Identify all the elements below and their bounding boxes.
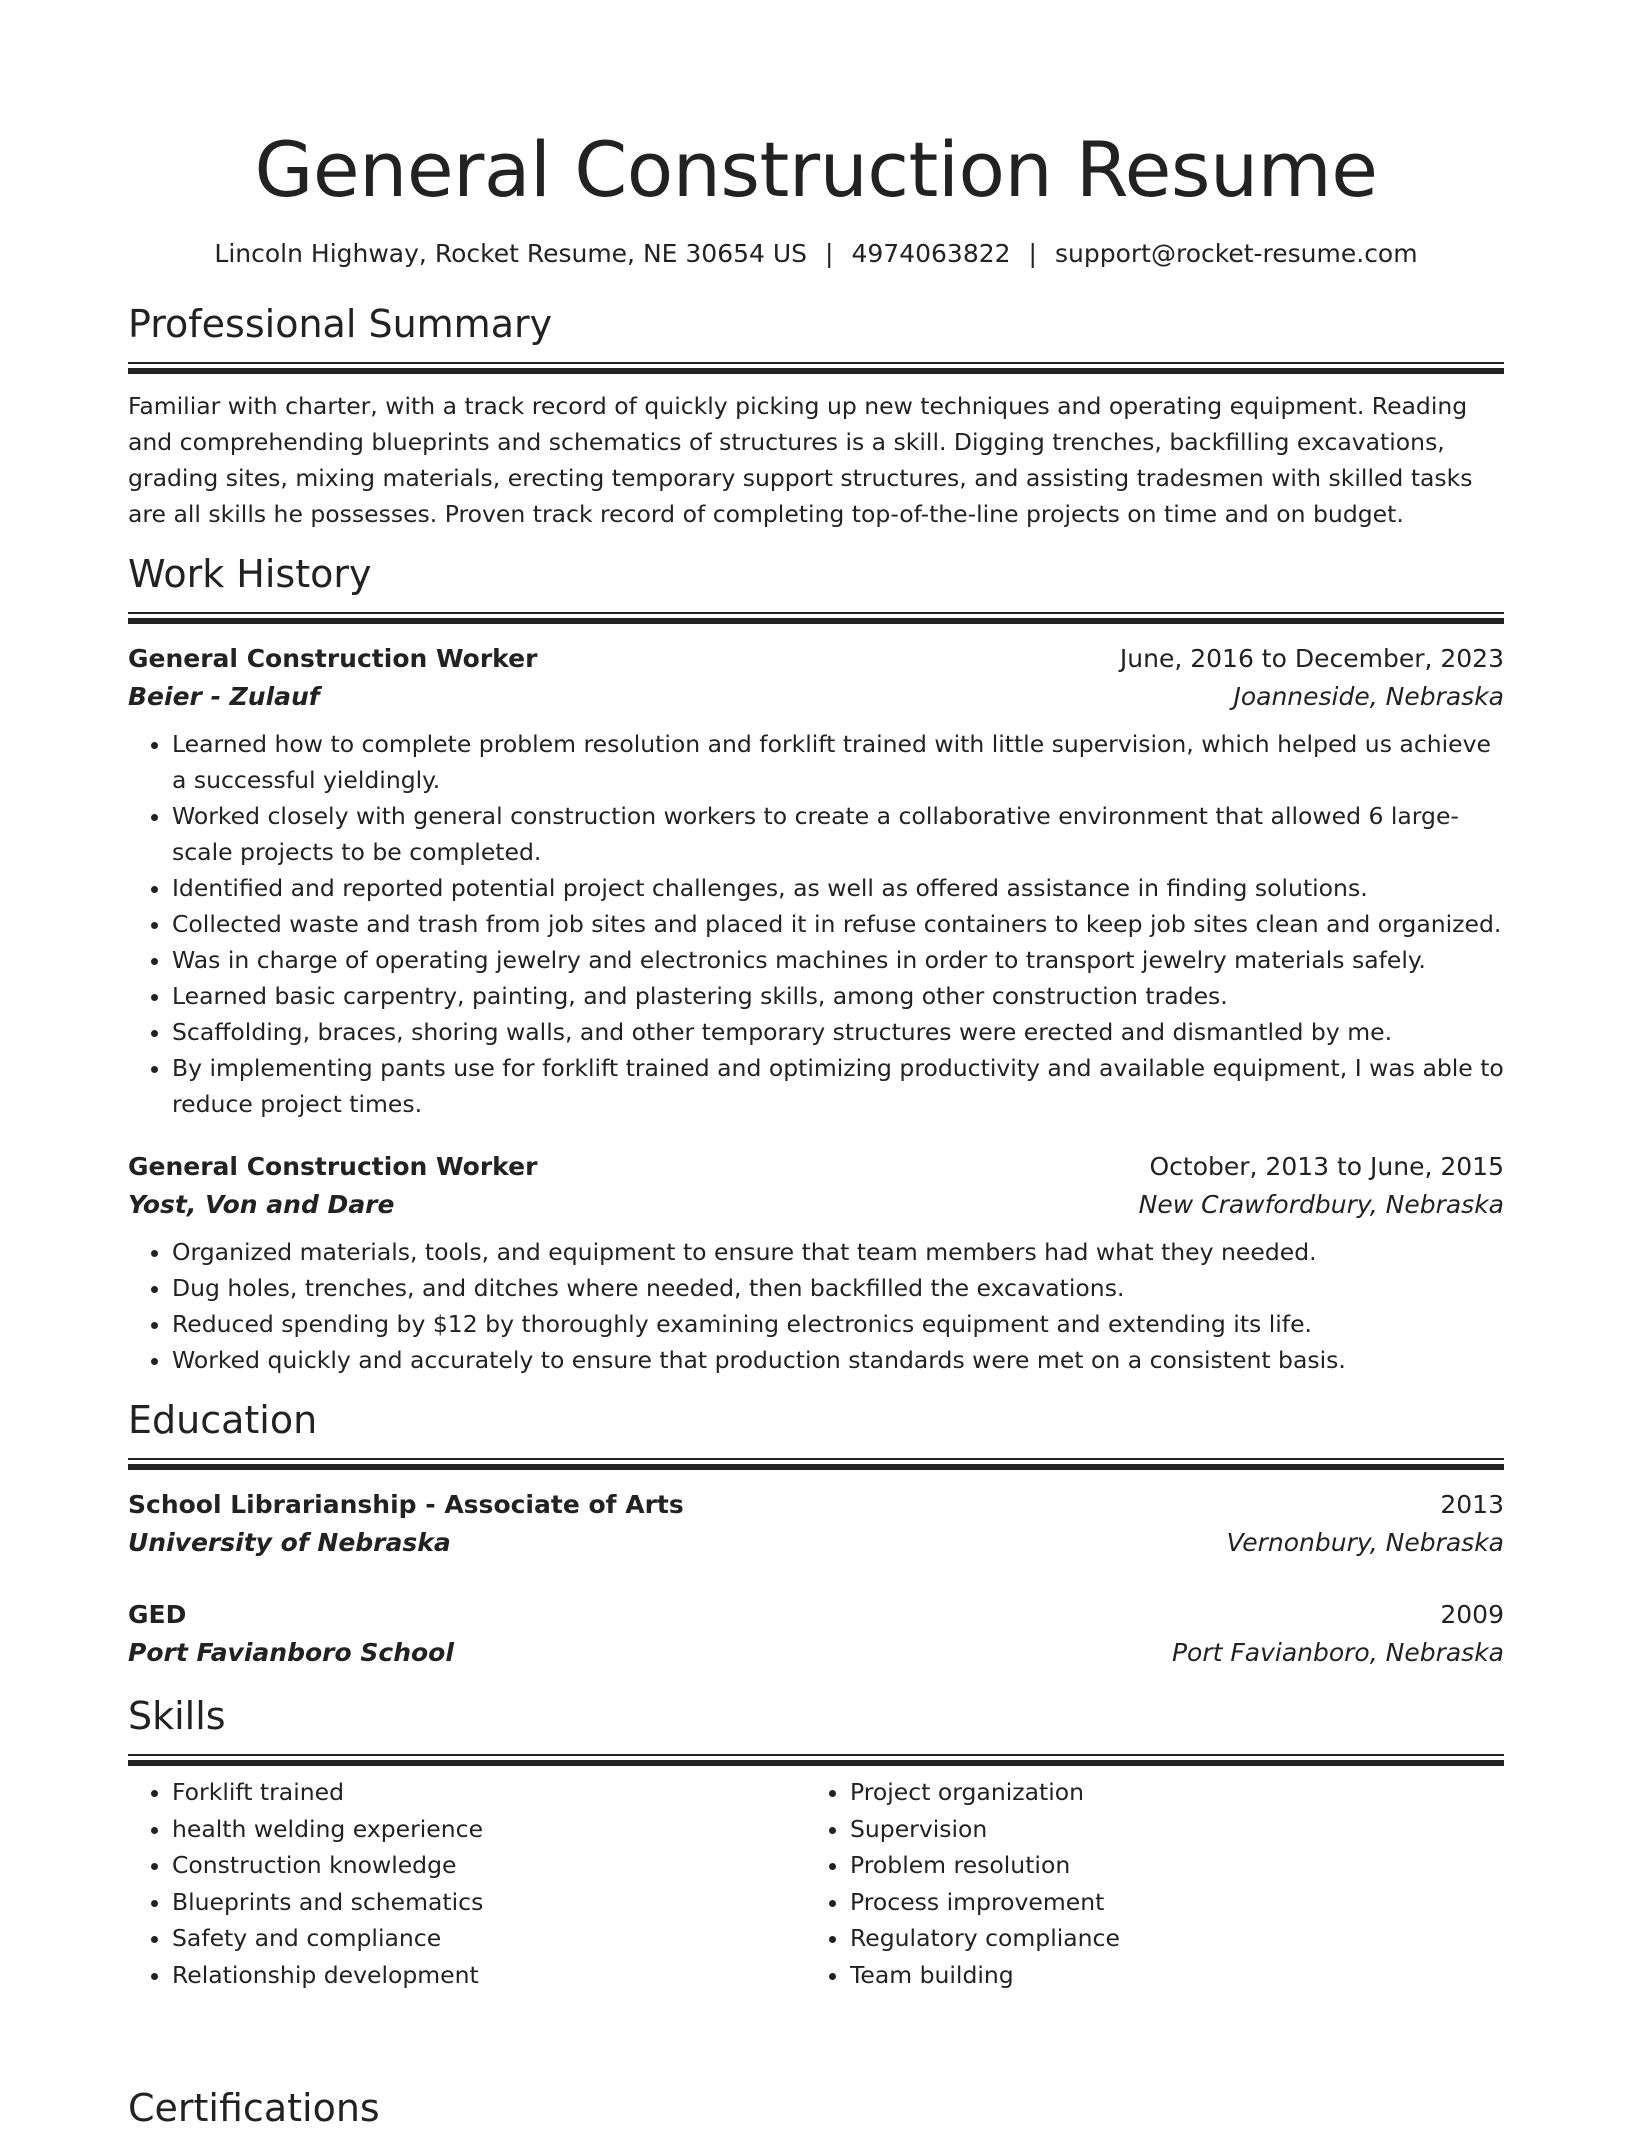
job-title: General Construction Worker (128, 644, 538, 673)
skills-heading: Skills (128, 1694, 226, 1738)
job-dates: October, 2013 to June, 2015 (1149, 1152, 1504, 1181)
skill-item: • Construction knowledge (172, 1847, 806, 1884)
contact-separator: | (825, 239, 834, 268)
education-heading: Education (128, 1398, 318, 1442)
education-header-row (128, 1486, 1504, 1524)
job-bullet: • Worked quickly and accurately to ensure that production standards were met on a consistent basis. (172, 1342, 1504, 1378)
job-title: General Construction Worker (128, 1152, 538, 1181)
education-location: Vernonbury, Nebraska (1226, 1528, 1504, 1557)
job-bullet: • Collected waste and trash from job sites and placed it in refuse containers to keep job sites clean and organized. (172, 906, 1504, 942)
education-school-row (128, 1524, 1504, 1562)
work-history-section (128, 550, 1504, 1378)
education-degree: School Librarianship - Associate of Arts (128, 1490, 684, 1519)
skill-item: • health welding experience (172, 1811, 806, 1848)
job-bullet: • Organized materials, tools, and equipment to ensure that team members had what they needed. (172, 1234, 1504, 1270)
certifications-heading: Certifications (128, 2086, 380, 2130)
skill-item: • Project organization (850, 1774, 1484, 1811)
section-divider (128, 612, 1504, 624)
education-entry (128, 1596, 1504, 1672)
work-history-heading: Work History (128, 552, 372, 596)
job-bullet: • Reduced spending by $12 by thoroughly examining electronics equipment and extending its life. (172, 1306, 1504, 1342)
job-company: Yost, Von and Dare (128, 1190, 395, 1219)
skills-column-right (806, 1774, 1484, 1993)
job-entry (128, 1148, 1504, 1378)
contact-address: Lincoln Highway, Rocket Resume, NE 30654 US (214, 239, 808, 268)
job-bullet: • Identified and reported potential project challenges, as well as offered assistance in finding solutions. (172, 870, 1504, 906)
contact-phone: 4974063822 (851, 239, 1011, 268)
job-company: Beier - Zulauf (128, 682, 320, 711)
education-school: Port Favianboro School (128, 1638, 454, 1667)
skill-item: • Problem resolution (850, 1847, 1484, 1884)
skill-item: • Supervision (850, 1811, 1484, 1848)
summary-heading: Professional Summary (128, 302, 553, 346)
section-divider (128, 1458, 1504, 1470)
job-company-row (128, 1186, 1504, 1224)
skill-item: • Forklift trained (172, 1774, 806, 1811)
contact-line (128, 238, 1504, 270)
education-year: 2009 (1440, 1600, 1504, 1629)
education-degree: GED (128, 1600, 187, 1629)
section-divider (128, 362, 1504, 374)
skill-item: • Blueprints and schematics (172, 1884, 806, 1921)
education-entry (128, 1486, 1504, 1562)
education-school: University of Nebraska (128, 1528, 451, 1557)
job-bullet: • Learned how to complete problem resolution and forklift trained with little supervision, which helped us achieve a successful yieldingly. (172, 726, 1504, 798)
skill-item: • Safety and compliance (172, 1920, 806, 1957)
skill-item: • Regulatory compliance (850, 1920, 1484, 1957)
summary-section (128, 300, 1504, 532)
skills-section (128, 1692, 1504, 1993)
resume-title: General Construction Resume (254, 125, 1378, 214)
section-divider (128, 1754, 1504, 1766)
job-bullet: • Was in charge of operating jewelry and electronics machines in order to transport jewelry materials safely. (172, 942, 1504, 978)
skill-item: • Team building (850, 1957, 1484, 1994)
job-dates: June, 2016 to December, 2023 (1119, 644, 1504, 673)
education-section (128, 1396, 1504, 1672)
contact-email: support@rocket-resume.com (1054, 239, 1418, 268)
education-header-row (128, 1596, 1504, 1634)
job-bullets (128, 1234, 1504, 1378)
education-year: 2013 (1440, 1490, 1504, 1519)
skills-grid (128, 1774, 1504, 1993)
job-location: New Crawfordbury, Nebraska (1138, 1190, 1504, 1219)
job-bullet: • By implementing pants use for forklift trained and optimizing productivity and available equipment, I was able to reduce project times. (172, 1050, 1504, 1122)
job-company-row (128, 678, 1504, 716)
job-header-row (128, 640, 1504, 678)
job-bullets (128, 726, 1504, 1122)
skill-item: • Process improvement (850, 1884, 1484, 1921)
skills-column-left (128, 1774, 806, 1993)
job-bullet: • Dug holes, trenches, and ditches where needed, then backfilled the excavations. (172, 1270, 1504, 1306)
job-location: Joanneside, Nebraska (1233, 682, 1504, 711)
contact-separator: | (1028, 239, 1037, 268)
job-bullet: • Worked closely with general construction workers to create a collaborative environment that allowed 6 large-scale projects to be completed. (172, 798, 1504, 870)
skill-item: • Relationship development (172, 1957, 806, 1994)
education-school-row (128, 1634, 1504, 1672)
summary-text: Familiar with charter, with a track record of quickly picking up new techniques and operating equipment. Reading and comprehending blueprints and schematics of structures is a skill. Digging trenches, backfilling excavations, grading sites, mixing materials, erecting temporary support structures, and assisting tradesmen with skilled tasks are all skills he possesses. Proven track record of completing top-of-the-line projects on time and on budget. (128, 392, 1473, 528)
job-header-row (128, 1148, 1504, 1186)
education-location: Port Favianboro, Nebraska (1171, 1638, 1504, 1667)
job-bullet: • Scaffolding, braces, shoring walls, and other temporary structures were erected and dismantled by me. (172, 1014, 1504, 1050)
job-bullet: • Learned basic carpentry, painting, and plastering skills, among other construction trades. (172, 978, 1504, 1014)
resume-page (128, 0, 1504, 2130)
job-entry (128, 640, 1504, 1122)
